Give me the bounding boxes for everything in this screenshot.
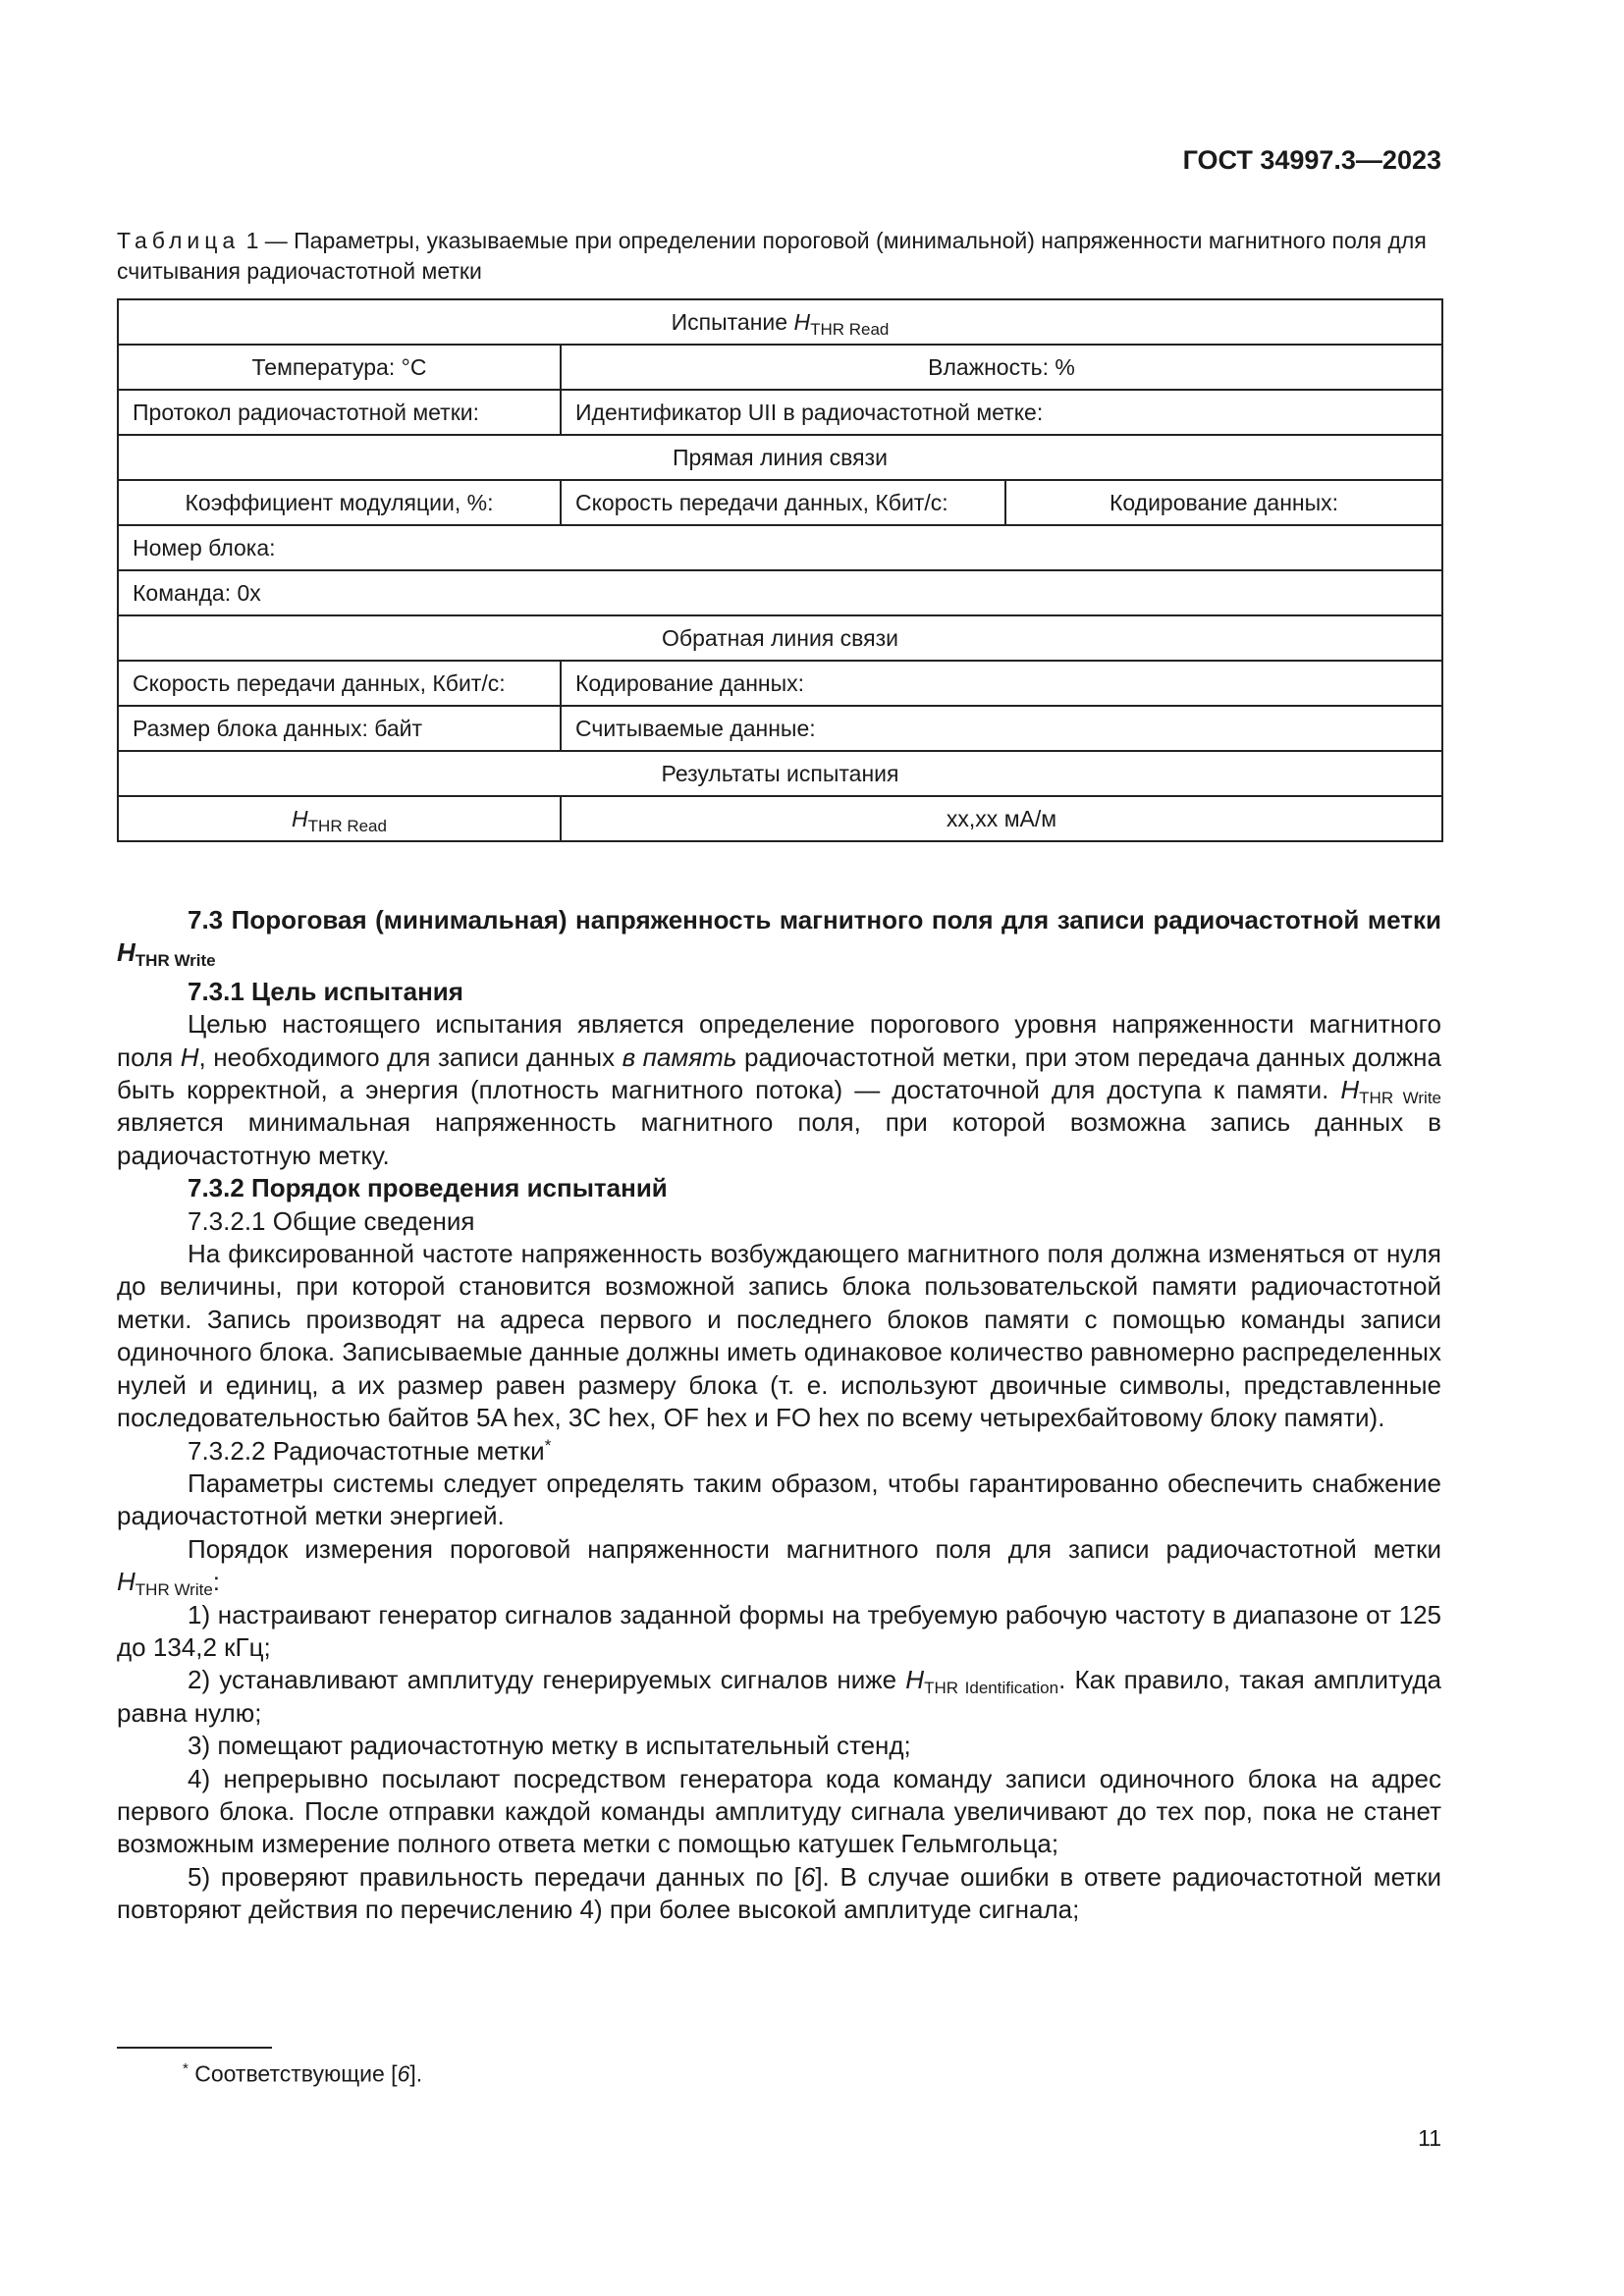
forward-rate-cell: Скорость передачи данных, Кбит/с: [561,480,1005,525]
return-link-header: Обратная линия связи [118,615,1442,661]
parameters-table [117,298,1443,842]
forward-coding-cell: Кодирование данных: [1005,480,1442,525]
section-7-3-heading: 7.3 Пороговая (минимальная) напряженность магнитного поля для записи радиочастотной метки $H_{THR Write}$ [117,905,1441,971]
uii-cell: Идентификатор UII в радиочастотной метке: [561,390,1442,435]
table-row [118,390,1442,435]
block-size-cell: Размер блока данных: байт [118,706,561,751]
temperature-cell: Температура: °С [118,345,561,390]
paragraph: На фиксированной частоте напряженность возбуждающего магнитного поля должна изменяться от нуля до величины, при которой становится возможной запись блока пользовательской памяти радиочастотной метки. Запись производят на адреса первого и последнего блоков памяти с помощью команды записи одиночного блока. Записываемые данные должны иметь одинаковое количество равномерно распределенных нулей и единиц, а их размер равен размеру блока (т. е. используют двоичные символы, представленные последовательностью байтов 5A hex, 3C hex, OF hex и FO hex по всему четырехбайтовому блоку памяти). [117,1239,1441,1433]
paragraph: $H_{THR Write}$: [117,1567,221,1600]
table-caption-label: Таблица [117,228,241,253]
table-row [118,525,1442,570]
document-number: ГОСТ 34997.3—2023 [1182,145,1441,175]
command-cell: Команда: 0x [118,570,1442,615]
table-caption-text: 1 — Параметры, указываемые при определении пороговой (минимальной) напряженности магнитного поля для считывания радиочастотной метки [117,228,1427,284]
table-row [118,299,1442,345]
paragraph: Порядок измерения пороговой напряженности магнитного поля для записи радиочастотной метки [188,1533,1441,1564]
paragraph: Целью настоящего испытания является определение порогового уровня напряженности магнитного поля H, необходимого для записи данных в память радиочастотной метки, при этом передача данных должна быть корректной, а энергия (плотность магнитного потока) — достаточной для доступа к памяти. $H_{THR Write}$ является минимальная напряженность магнитного поля, при которой возможна запись данных в радиочастотную метку. [117,1009,1442,1170]
table-row [118,570,1442,615]
list-item: 2) устанавливают амплитуду генерируемых сигналов ниже $H_{THR Identification}$. Как правило, такая амплитуда равна нулю; [117,1665,1441,1728]
page-number: 11 [1418,2125,1441,2151]
block-number-cell: Номер блока: [118,525,1442,570]
footnote-separator [117,2047,272,2049]
list-item: 3) помещают радиочастотную метку в испытательный стенд; [188,1731,911,1761]
table-row [118,480,1442,525]
humidity-cell: Влажность: % [561,345,1442,390]
return-coding-cell: Кодирование данных: [561,661,1442,706]
body-text [117,904,1441,1927]
table-row [118,435,1442,480]
section-7-3-1-heading: 7.3.1 Цель испытания [188,976,463,1006]
section-7-3-2-2-heading: 7.3.2.2 Радиочастотные метки* [188,1435,552,1466]
table-row [118,661,1442,706]
protocol-cell: Протокол радиочастотной метки: [118,390,561,435]
table-row [118,751,1442,796]
table-row [118,706,1442,751]
test-title-cell: Испытание $H_{THR Read}$ [118,299,1442,345]
list-item: 1) настраивают генератор сигналов заданной формы на требуемую рабочую частоту в диапазоне от 125 до 134,2 кГц; [117,1599,1441,1662]
list-item: 4) непрерывно посылают посредством генератора кода команду записи одиночного блока на адрес первого блока. После отправки каждой команды амплитуду сигнала увеличивают до тех пор, пока не станет возможным измерение полного ответа метки с помощью катушек Гельмгольца; [117,1763,1441,1859]
footnote: * Соответствующие [6]. [183,2060,423,2087]
read-data-cell: Считываемые данные: [561,706,1442,751]
section-7-3-2-heading: 7.3.2 Порядок проведения испытаний [188,1173,668,1203]
table-row [118,615,1442,661]
section-7-3-2-1-heading: 7.3.2.1 Общие сведения [188,1205,475,1236]
forward-link-header: Прямая линия связи [118,435,1442,480]
paragraph: Параметры системы следует определять таким образом, чтобы гарантированно обеспечить снабжение радиочастотной метки энергией. [117,1468,1441,1531]
list-item: 5) проверяют правильность передачи данных по [6]. В случае ошибки в ответе радиочастотной метки повторяют действия по перечислению 4) при более высокой амплитуде сигнала; [117,1861,1441,1925]
return-rate-cell: Скорость передачи данных, Кбит/с: [118,661,561,706]
result-value-cell: xx,xx мА/м [561,796,1442,841]
table-row [118,796,1442,841]
result-symbol-cell: $H_{THR Read}$ [118,796,561,841]
footnote-marker: * [544,1435,552,1455]
results-header: Результаты испытания [118,751,1442,796]
table-caption [117,226,1440,287]
table-row [118,345,1442,390]
modulation-cell: Коэффициент модуляции, %: [118,480,561,525]
